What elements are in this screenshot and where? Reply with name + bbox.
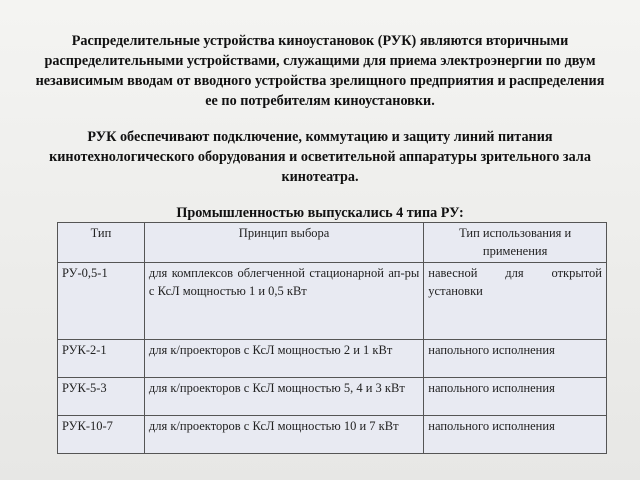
intro-term: Распределительные устройства киноустановок: [71, 33, 375, 49]
cell-usage: напольного исполнения: [424, 340, 607, 378]
table-header-row: [58, 223, 607, 263]
table-row: [58, 263, 607, 340]
cell-type: РУК-2-1: [58, 340, 145, 378]
cell-usage: напольного исполнения: [424, 416, 607, 454]
cell-selection: для к/проекторов с КсЛ мощностью 5, 4 и 3 кВт: [144, 378, 423, 416]
table-row: [58, 340, 607, 378]
cell-selection: для к/проекторов с КсЛ мощностью 10 и 7 кВт: [144, 416, 423, 454]
header-selection: Принцип выбора: [144, 223, 423, 263]
cell-selection: для к/проекторов с КсЛ мощностью 2 и 1 кВт: [144, 340, 423, 378]
types-table: [57, 222, 607, 454]
intro-paragraph: [30, 31, 610, 111]
table-caption: Промышленностью выпускались 4 типа РУ:: [176, 205, 464, 221]
intro-text: являются вторичными распределительными устройствами, служащими для приема электроэнергии по двум независимым вводам от вводного устройства зрелищного предприятия и распределения ее по потребителям киноустановки.: [35, 33, 605, 109]
provides-term: РУК обеспечивают: [87, 129, 210, 145]
header-type: Тип: [58, 223, 145, 263]
intro-abbr: (РУК): [377, 33, 417, 49]
cell-usage: напольного исполнения: [424, 378, 607, 416]
table-row: [58, 416, 607, 454]
provides-paragraph: [30, 127, 610, 187]
table-row: [58, 378, 607, 416]
provides-text: подключение, коммутацию и защиту линий питания кинотехнологического оборудования и осветительной аппаратуры зрительного зала кинотеатра.: [49, 129, 591, 185]
cell-type: РУК-10-7: [58, 416, 145, 454]
header-usage: Тип использования и применения: [424, 223, 607, 263]
cell-type: РУК-5-3: [58, 378, 145, 416]
cell-selection: для комплексов облегченной стационарной ап-ры с КсЛ мощностью 1 и 0,5 кВт: [144, 263, 423, 340]
cell-usage: навесной для открытой установки: [424, 263, 607, 340]
cell-type: РУ-0,5-1: [58, 263, 145, 340]
